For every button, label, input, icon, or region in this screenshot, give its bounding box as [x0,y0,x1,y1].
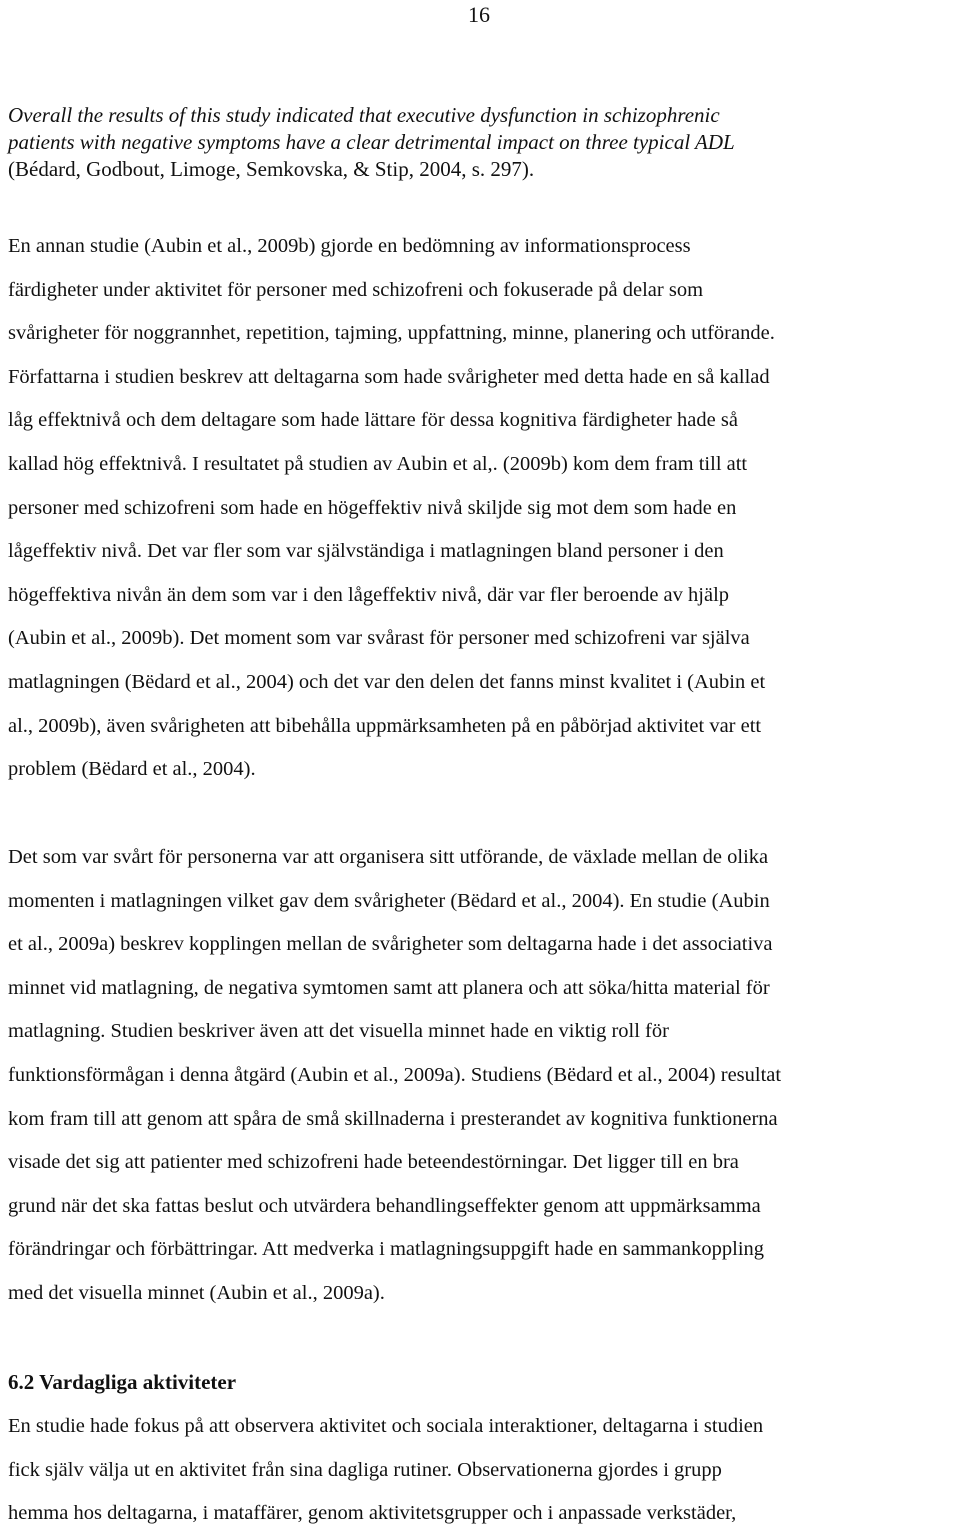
quote-italic-text: Overall the results of this study indicated that executive dysfunction in schizophrenic patients with negative symptoms have a clear detrimental impact on three typical ADL [8,103,735,154]
body-paragraph: En studie hade fokus på att observera aktivitet och sociala interaktioner, deltagarna i studien fick själv välja ut en aktivitet från sina dagliga rutiner. Observationerna gjordes i grupp hemma hos deltagarna, i mataffärer, genom aktivitetsgrupper och i anpassade verkstäder, [8,1415,764,1525]
page-number: 16 [468,2,490,27]
body-paragraph: Det som var svårt för personerna var att organisera sitt utförande, de växlade mellan de olika momenten i matlagningen vilket gav dem svårigheter (Bëdard et al., 2004). En studie (Aubin et al., 2009a) beskrev kopplingen mellan de svårigheter som deltagarna hade i det associativa minnet vid matlagning, de negativa symtomen samt att planera och att söka/hitta material för matlagning. Studien beskriver även att det visuella minnet hade en viktig roll för funktionsförmågan i denna åtgärd (Aubin et al., 2009a). Studiens (Bëdard et al., 2004) resultat kom fram till att genom att spåra de små skillnaderna i presterandet av kognitiva funktionerna visade det sig att patienter med schizofreni hade beteendestörningar. Det ligger till en bra grund när det ska fattas beslut och utvärdera behandlingseffekter genom att uppmärksamma förändringar och förbättringar. Att medverka i matlagningsuppgift hade en sammankoppling med det visuella minnet (Aubin et al., 2009a). [8,846,782,1304]
section-heading: 6.2 Vardagliga aktiviteter [8,1370,237,1394]
block-quote [8,102,948,183]
quote-citation: (Bédard, Godbout, Limoge, Semkovska, & Stip, 2004, s. 297). [8,157,535,181]
body-paragraph: En annan studie (Aubin et al., 2009b) gjorde en bedömning av informationsprocess färdigheter under aktivitet för personer med schizofreni och fokuserade på delar som svårigheter för noggrannhet, repetition, tajming, uppfattning, minne, planering och utförande. Författarna i studien beskrev att deltagarna som hade svårigheter med detta hade en så kallad låg effektnivå och dem deltagare som hade lättare för dessa kognitiva färdigheter hade så kallad hög effektnivå. I resultatet på studien av Aubin et al,. (2009b) kom dem fram till att personer med schizofreni som hade en högeffektiv nivå skiljde sig mot dem som hade en lågeffektiv nivå. Det var fler som var självständiga i matlagningen bland personer i den högeffektiva nivån än dem som var i den lågeffektiv nivå, där var fler beroende av hjälp (Aubin et al., 2009b). Det moment som var svårast för personer med schizofreni var själva matlagningen (Bëdard et al., 2004) och det var den delen det fanns minst kvalitet i (Aubin et al., 2009b), även svårigheten att bibehålla uppmärksamheten på en påbörjad aktivitet var ett problem (Bëdard et al., 2004). [8,235,775,781]
